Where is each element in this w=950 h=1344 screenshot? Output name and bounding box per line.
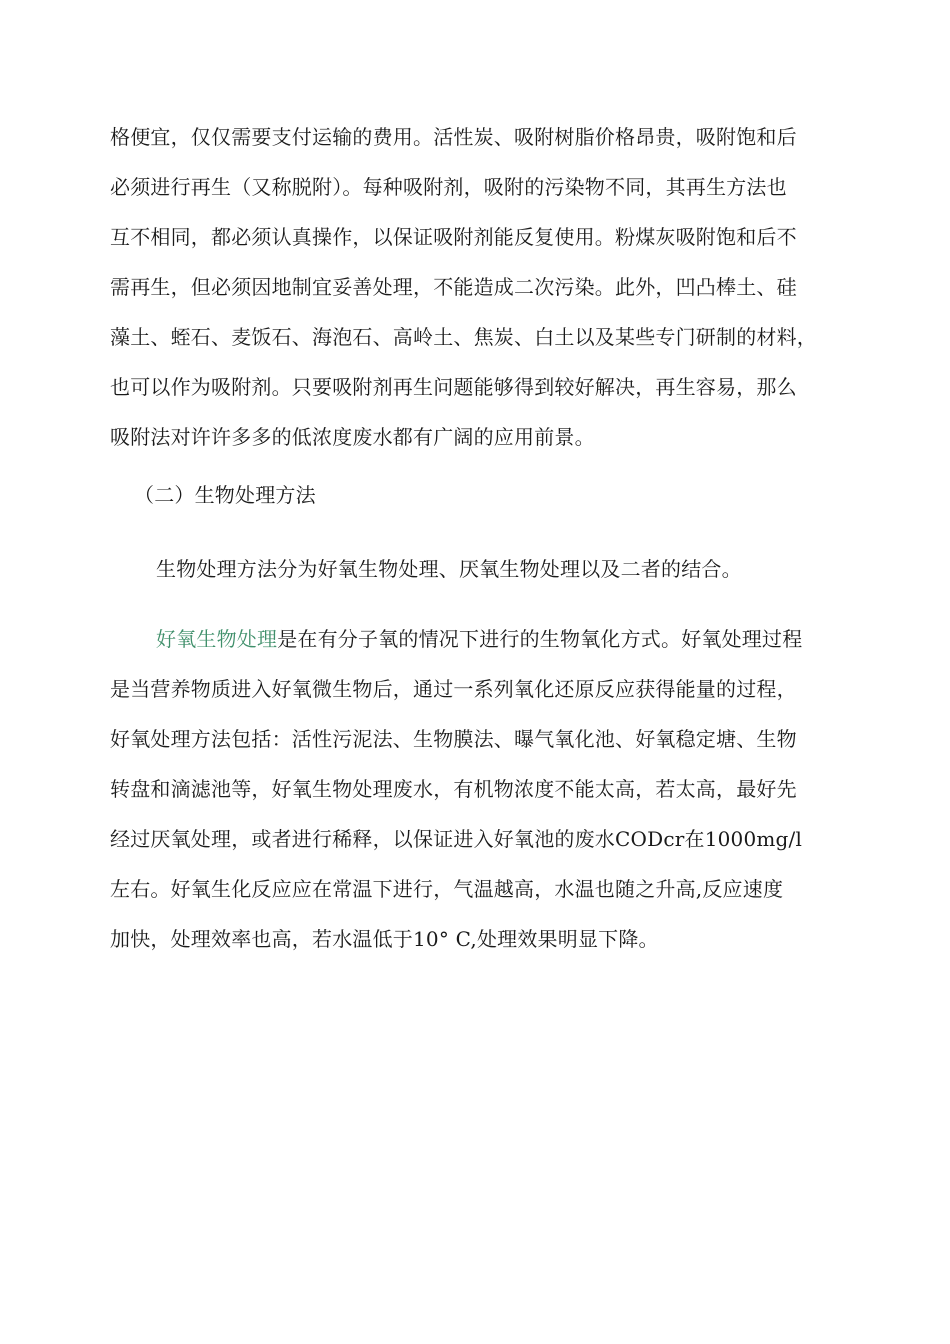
paragraph-line-rest: 是在有分子氧的情况下进行的生物氧化方式。好氧处理过程 bbox=[277, 627, 803, 651]
paragraph-line: 加快，处理效率也高，若水温低于10° C,处理效果明显下降。 bbox=[110, 927, 659, 951]
paragraph-line: 经过厌氧处理，或者进行稀释，以保证进入好氧池的废水CODcr在1000mg/l bbox=[110, 827, 803, 851]
paragraph-line: 互不相同，都必须认真操作，以保证吸附剂能反复使用。粉煤灰吸附饱和后不 bbox=[110, 225, 797, 249]
paragraph-line: 吸附法对许许多多的低浓度废水都有广阔的应用前景。 bbox=[110, 425, 595, 449]
paragraph-line: 需再生，但必须因地制宜妥善处理，不能造成二次污染。此外，凹凸棒土、硅 bbox=[110, 275, 797, 299]
paragraph-line: 生物处理方法分为好氧生物处理、厌氧生物处理以及二者的结合。 bbox=[156, 557, 742, 581]
paragraph-line: 是当营养物质进入好氧微生物后，通过一系列氧化还原反应获得能量的过程， bbox=[110, 677, 797, 701]
term-link[interactable]: 好氧生物处理 bbox=[156, 627, 278, 651]
paragraph-line: 左右。好氧生化反应应在常温下进行，气温越高，水温也随之升高,反应速度 bbox=[110, 877, 784, 901]
section-heading: （二）生物处理方法 bbox=[134, 483, 316, 507]
paragraph-first-line bbox=[156, 626, 802, 652]
paragraph-line: 格便宜，仅仅需要支付运输的费用。活性炭、吸附树脂价格昂贵，吸附饱和后 bbox=[110, 125, 797, 149]
paragraph-line: 好氧处理方法包括：活性污泥法、生物膜法、曝气氧化池、好氧稳定塘、生物 bbox=[110, 727, 797, 751]
paragraph-line: 藻土、蛭石、麦饭石、海泡石、高岭土、焦炭、白土以及某些专门研制的材料， bbox=[110, 325, 817, 349]
paragraph-line: 必须进行再生（又称脱附）。每种吸附剂，吸附的污染物不同，其再生方法也 bbox=[110, 175, 787, 199]
paragraph-line: 也可以作为吸附剂。只要吸附剂再生问题能够得到较好解决，再生容易，那么 bbox=[110, 375, 797, 399]
paragraph-line: 转盘和滴滤池等，好氧生物处理废水，有机物浓度不能太高，若太高，最好先 bbox=[110, 777, 797, 801]
